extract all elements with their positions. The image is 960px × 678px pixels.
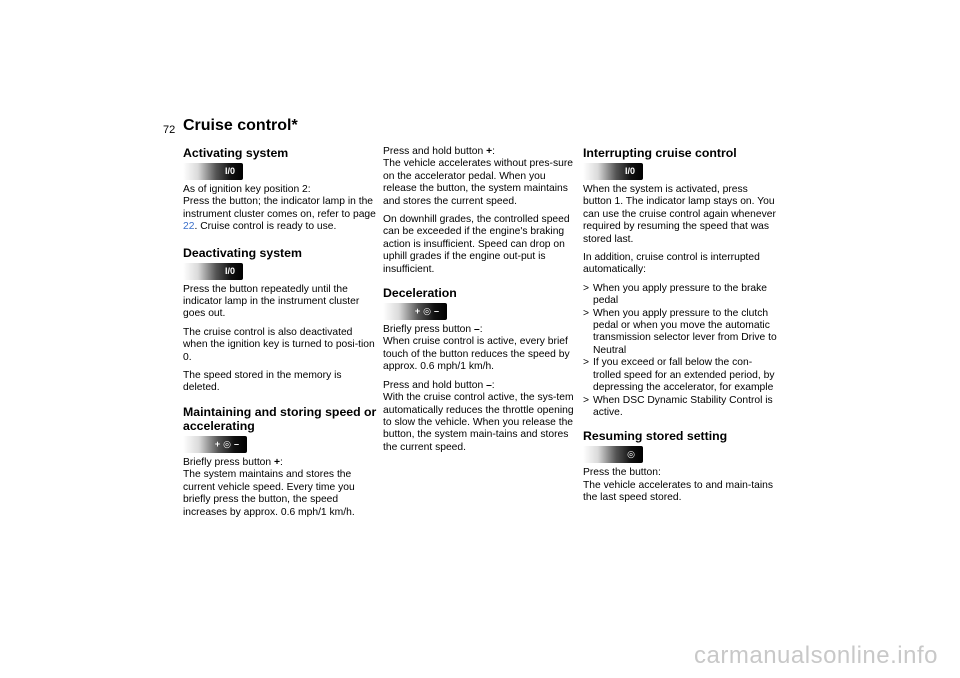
paragraph-interrupting-1: When the system is activated, press button 1. The indicator lamp stays on. You can use the cruise control again whenever required by resuming the speed that was stored last. xyxy=(583,184,776,245)
paragraph-press-hold: Press and hold button +: The vehicle accelerates without pres-sure on the accelerator pedal. When you release the button, the system maintains and stores the current speed. xyxy=(383,146,574,207)
watermark: carmanualsonline.info xyxy=(694,642,938,669)
heading-activating: Activating system xyxy=(183,146,289,160)
paragraph-interrupting-2: In addition, cruise control is interrupted automatically: xyxy=(583,252,760,276)
resume-button-icon: ◎ xyxy=(583,446,643,463)
column-1 xyxy=(183,146,379,525)
paragraph-deactivating-2: The cruise control is also deactivated when the ignition key is turned to posi-tion 0. xyxy=(183,326,375,363)
heading-deceleration: Deceleration xyxy=(383,286,457,301)
list-item: > When you apply pressure to the clutch pedal or when you move the automatic transmission selector lever from Drive to Neutral xyxy=(583,308,779,358)
paragraph-downhill: On downhill grades, the controlled speed can be exceeded if the engine's braking action is insufficient. Speed can drop on uphill grades if the engine out-put is insufficient. xyxy=(383,214,570,275)
plus-speedo-minus-button-icon: + ◎ – xyxy=(383,303,447,320)
io-button-icon: I/0 xyxy=(583,163,643,180)
column-2 xyxy=(383,146,579,460)
page-link[interactable]: 22 xyxy=(183,221,195,233)
paragraph-deceleration-1: Briefly press button –: When cruise control is active, every brief touch of the button reduces the speed by approx. 0.6 mph/1 km/h. xyxy=(383,324,570,373)
plus-speedo-minus-button-icon: + ◎ – xyxy=(183,436,247,453)
paragraph-deceleration-2: Press and hold button –: With the cruise control active, the sys-tem automatically reduces the throttle opening to slow the vehicle. When you release the button, the system main-tains and stores the current speed. xyxy=(383,379,574,453)
io-button-icon: I/0 xyxy=(183,263,243,280)
column-3 xyxy=(583,146,779,511)
list-item: > If you exceed or fall below the con-trolled speed for an extended period, by depressing the accelerator, for example xyxy=(583,357,779,394)
paragraph-deactivating-3: The speed stored in the memory is deleted. xyxy=(183,370,342,394)
interrupt-list xyxy=(583,283,779,419)
paragraph-resuming: Press the button: The vehicle accelerates to and main-tains the last speed stored. xyxy=(583,467,774,504)
heading-maintaining: Maintaining and storing speed or accelerating xyxy=(183,404,377,433)
page-number: 72 xyxy=(163,124,176,136)
paragraph-deactivating-1: Press the button repeatedly until the indicator lamp in the instrument cluster goes out. xyxy=(183,283,360,320)
heading-deactivating: Deactivating system xyxy=(183,245,302,260)
list-item: > When DSC Dynamic Stability Control is active. xyxy=(583,395,779,420)
paragraph-activating: As of ignition key position 2: Press the button; the indicator lamp in the instrument cluster comes on, refer to page 22. Cruise control is ready to use. xyxy=(183,184,376,233)
page-title: Cruise control* xyxy=(183,117,298,134)
list-item: > When you apply pressure to the brake pedal xyxy=(583,283,779,308)
io-button-icon: I/0 xyxy=(183,163,243,180)
heading-resuming: Resuming stored setting xyxy=(583,429,728,444)
heading-interrupting: Interrupting cruise control xyxy=(583,146,737,160)
paragraph-maintaining: Briefly press button +: The system maintains and stores the current vehicle speed. Every time you briefly press the button, the speed increases by approx. 0.6 mph/1 km/h. xyxy=(183,456,355,518)
